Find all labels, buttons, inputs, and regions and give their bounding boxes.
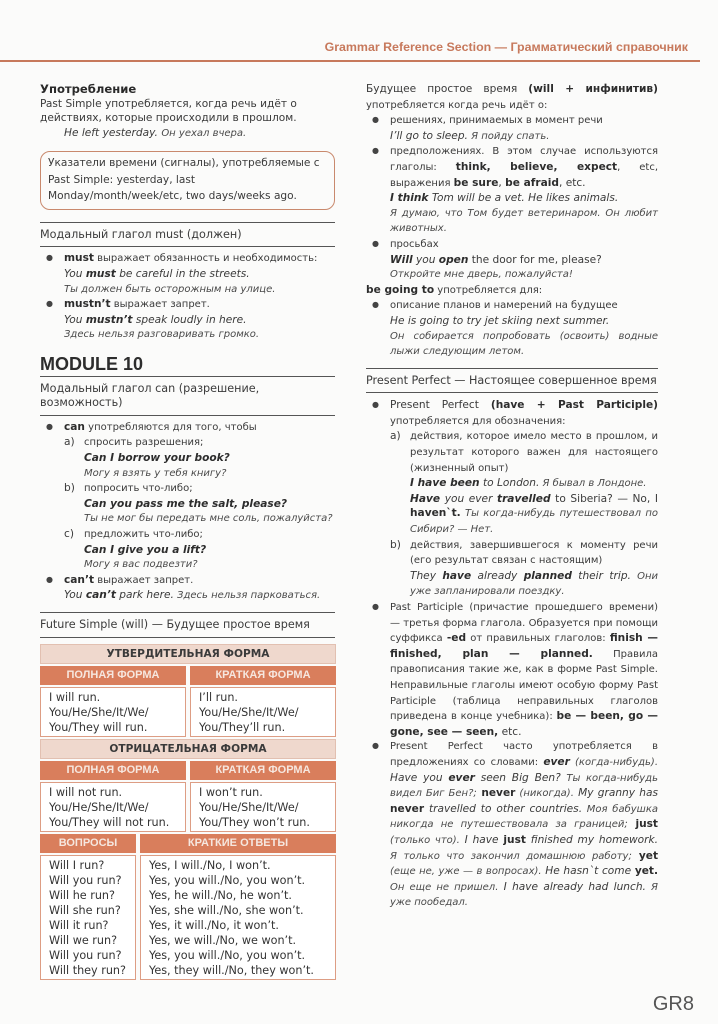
- subitem-text: действия, которое имело место в прошлом, и результат которого важен для настоящего (жизненный опыт): [410, 431, 658, 474]
- answer-line: Yes, he will./No, he won’t.: [149, 888, 292, 902]
- text: от правильных глаголов:: [466, 633, 610, 645]
- example: the door for me, please?: [468, 253, 602, 266]
- example: They: [410, 569, 443, 582]
- example: speak loudly in here.: [132, 313, 247, 326]
- table-line: I’ll run.: [199, 690, 238, 704]
- text: просьбах: [390, 238, 439, 250]
- table-line: I will not run.: [49, 785, 123, 799]
- example-keyword: mustn’t: [85, 313, 133, 326]
- be-going-to-item: [366, 298, 658, 359]
- example: to London.: [479, 477, 540, 490]
- translation: Я бывал в Лондоне.: [539, 478, 647, 490]
- future-simple-title: Future Simple (will) — Будущее простое время: [40, 612, 335, 638]
- answer-line: Yes, you will./No, you won’t.: [149, 948, 306, 962]
- keyword: can: [64, 420, 85, 433]
- example: park here.: [115, 589, 174, 602]
- answer-line: Yes, we will./No, we won’t.: [149, 933, 297, 947]
- questions-header: ВОПРОСЫ: [40, 834, 136, 853]
- example: I’ll go to sleep.: [390, 129, 468, 142]
- text: etc.: [498, 725, 522, 738]
- keyword: -ed: [446, 632, 467, 645]
- example-keyword: can’t: [85, 589, 116, 602]
- usage-example-en: He left yesterday.: [64, 126, 158, 139]
- keyword: finish — finished, plan — planned.: [390, 632, 658, 660]
- translation: Здесь нельзя разговаривать громко.: [64, 329, 260, 341]
- keyword: be — been, go — gone, see — seen,: [390, 710, 658, 738]
- example: already: [471, 569, 524, 582]
- keyword: never: [476, 787, 516, 800]
- usage-example-ru: Он уехал вчера.: [161, 127, 247, 139]
- translation: Ты когда-нибудь путешествовал по Сибири? — Нет.: [410, 508, 658, 536]
- subitem-text: спросить разрешения;: [84, 437, 204, 449]
- description: выражает обязанность и необходимость:: [93, 253, 318, 265]
- present-perfect-item: [366, 398, 658, 600]
- example: travelled to other countries.: [424, 802, 583, 815]
- text: Past Participle (причастие прошедшего времени) — третья форма глагола. Образуется при помощи суффикса: [390, 602, 658, 645]
- translation: Я думаю, что Том будет ветеринаром. Он любит животных.: [390, 207, 658, 235]
- must-title: Модальный глагол must (должен): [40, 222, 335, 248]
- question-line: Will you run?: [49, 873, 122, 887]
- description: выражает запрет.: [94, 574, 194, 586]
- present-perfect-list: [366, 398, 658, 911]
- example-keyword: haven`t.: [410, 507, 461, 520]
- full-form-header: ПОЛНАЯ ФОРМА: [40, 666, 186, 685]
- right-column: [366, 82, 658, 911]
- example: I have already had lunch.: [498, 880, 646, 893]
- table-line: I will run.: [49, 690, 101, 704]
- short-form-header: КРАТКАЯ ФОРМА: [190, 666, 336, 685]
- translation: (еще не, уже — в вопросах).: [390, 866, 542, 878]
- text: решениях, принимаемых в момент речи: [390, 115, 603, 127]
- signals-words: yesterday, last Monday/month/week/etc, two days/weeks ago.: [48, 173, 297, 203]
- be-going-to-list: [366, 298, 658, 359]
- answer-line: Yes, she will./No, she won’t.: [149, 903, 304, 917]
- keyword: mustn’t: [64, 298, 111, 311]
- table-line: You/He/She/It/We/: [199, 800, 299, 814]
- subitem-text: действия, завершившегося к моменту речи (его результат связан с настоящим): [410, 539, 658, 567]
- example: seen Big Ben?: [474, 771, 561, 784]
- translation: Ты когда-нибудь видел Биг Бен?;: [390, 772, 658, 800]
- example-keyword: just: [503, 833, 526, 846]
- text: , etc, выражения: [390, 161, 659, 189]
- keyword: (will + инфинитив): [528, 83, 658, 95]
- can-subitem: [64, 435, 335, 481]
- negative-full-cell: [40, 782, 186, 832]
- translation: Я только что закончил домашнюю работу;: [390, 850, 632, 862]
- example-keyword: never: [390, 802, 425, 815]
- example: to Siberia? — No, I: [550, 492, 658, 505]
- can-list: [40, 420, 335, 604]
- keyword: ever: [543, 755, 570, 768]
- can-item: [40, 420, 335, 573]
- module-title: MODULE 10: [40, 354, 144, 375]
- example: I have: [459, 833, 504, 846]
- example-keyword: planned: [523, 569, 572, 582]
- short-answers-header: КРАТКИЕ ОТВЕТЫ: [140, 834, 336, 853]
- subitem-text: попросить что-либо;: [84, 483, 193, 495]
- keyword: be afraid: [505, 176, 559, 189]
- example: Can I give you a lift?: [84, 543, 207, 556]
- description: употребляются для того, чтобы: [84, 421, 257, 433]
- example-keyword: Will: [390, 253, 413, 266]
- question-line: Will you run?: [49, 948, 122, 962]
- present-perfect-words-item: [366, 739, 658, 911]
- question-line: Will I run?: [49, 858, 105, 872]
- table-line: You/He/She/It/We/: [199, 705, 299, 719]
- subitem-mark: a): [390, 430, 401, 443]
- translation: (только что).: [390, 834, 460, 846]
- subitem-mark: b): [64, 482, 75, 495]
- example-keyword: open: [438, 253, 469, 266]
- answer-line: Yes, you will./No, you won’t.: [149, 873, 306, 887]
- future-usage-item: [366, 144, 658, 237]
- usage-section: [40, 82, 335, 141]
- answer-line: Yes, they will./No, they won’t.: [149, 963, 314, 977]
- usage-text: Past Simple употребляется, когда речь идёт о действиях, которые происходили в прошлом.: [40, 97, 297, 125]
- example: He hasn`t come: [541, 865, 635, 878]
- question-line: Will it run?: [49, 918, 109, 932]
- example-keyword: Have: [410, 492, 441, 505]
- example: be careful in the streets.: [115, 268, 250, 281]
- affirmative-full-cell: [40, 687, 186, 737]
- example: He is going to try jet skiing next summer.: [390, 314, 610, 327]
- table-line: You/He/She/It/We/: [49, 800, 149, 814]
- example-keyword: I have been: [410, 477, 480, 490]
- must-list: [40, 251, 335, 343]
- future-usage-intro: [366, 82, 658, 113]
- usage-example: [40, 126, 335, 142]
- section-title: Grammar Reference Section — Грамматический справочник: [324, 40, 688, 54]
- translation: Ты должен быть осторожным на улице.: [64, 283, 276, 295]
- affirmative-heading: УТВЕРДИТЕЛЬНАЯ ФОРМА: [40, 644, 336, 665]
- text: употребляется для:: [434, 284, 543, 296]
- text: употребляется для обозначения:: [390, 415, 566, 427]
- be-going-to-intro: [366, 283, 658, 299]
- keyword: can’t: [64, 573, 95, 586]
- table-line: You/He/She/It/We/: [49, 705, 149, 719]
- example: Have you: [390, 771, 449, 784]
- translation: Я пойду спать.: [467, 130, 550, 142]
- can-title: Модальный глагол can (разрешение, возможность): [40, 376, 335, 416]
- subitem-mark: b): [390, 538, 401, 551]
- keyword: think, believe, expect: [455, 160, 618, 173]
- example: finished my homework.: [525, 833, 658, 846]
- negative-short-cell: [190, 782, 336, 832]
- translation: Здесь нельзя парковаться.: [173, 590, 321, 602]
- questions-cell: [40, 855, 136, 980]
- must-item: [40, 297, 335, 343]
- text: Правила правописания такие же, как в форме Past Simple. Неправильные глаголы имеют особую форму Past Participle (таблица неправильных глаголов приведена в конце учебника):: [390, 648, 658, 723]
- translation: (никогда).: [515, 788, 574, 800]
- past-participle-item: [366, 600, 658, 739]
- short-form-header: КРАТКАЯ ФОРМА: [190, 761, 336, 780]
- table-line: You/They won’t run.: [199, 815, 310, 829]
- translation: Я уже пообедал.: [390, 881, 658, 909]
- question-line: Will they run?: [49, 963, 126, 977]
- table-line: You/They will run.: [49, 720, 148, 734]
- present-perfect-title: Present Perfect — Настоящее совершенное время: [366, 368, 658, 394]
- present-perfect-subitem: [390, 538, 658, 600]
- future-usage-list: [366, 113, 658, 283]
- example: Can you pass me the salt, please?: [84, 497, 288, 510]
- keyword: just: [627, 818, 658, 831]
- translation: Могу я вас подвезти?: [84, 559, 198, 571]
- text: Будущее простое время: [366, 83, 529, 95]
- text: Present Perfect: [390, 399, 491, 412]
- future-usage-item: [366, 113, 658, 144]
- answer-line: Yes, I will./No, I won’t.: [149, 858, 271, 872]
- can-subitem: [64, 527, 335, 573]
- time-signals-box: [40, 151, 335, 210]
- keyword: (have + Past Participle): [490, 399, 659, 412]
- translation: Ты не мог бы передать мне соль, пожалуйста?: [84, 513, 333, 525]
- full-form-header: ПОЛНАЯ ФОРМА: [40, 761, 186, 780]
- answers-cell: [140, 855, 336, 980]
- example: Tom will be a vet. He likes animals.: [428, 192, 619, 205]
- subitem-mark: c): [64, 527, 74, 540]
- question-line: Will she run?: [49, 903, 121, 917]
- question-line: Will we run?: [49, 933, 118, 947]
- text: ,: [498, 176, 506, 189]
- subitem-mark: a): [64, 436, 75, 449]
- example-keyword: must: [85, 268, 116, 281]
- translation: Моя бабушка никогда не путешествовала за границей;: [390, 803, 658, 831]
- keyword: be sure: [453, 176, 499, 189]
- usage-heading: Употребление: [40, 82, 137, 96]
- keyword: must: [64, 252, 94, 265]
- answer-line: Yes, it will./No, it won’t.: [149, 918, 279, 932]
- example: You: [64, 268, 86, 281]
- keyword: be going to: [366, 283, 435, 296]
- translation: Могу я взять у тебя книгу?: [84, 467, 227, 479]
- example-keyword: yet.: [634, 865, 658, 878]
- translation: Они уже запланировали поездку.: [410, 570, 659, 598]
- translation: Откройте мне дверь, пожалуйста!: [390, 269, 573, 281]
- can-subitems: [64, 435, 335, 572]
- future-usage-item: [366, 237, 658, 283]
- table-line: You/They will not run.: [49, 815, 170, 829]
- example-keyword: I think: [390, 192, 429, 205]
- example: You: [64, 313, 86, 326]
- negative-heading: ОТРИЦАТЕЛЬНАЯ ФОРМА: [40, 739, 336, 760]
- example-keyword: travelled: [497, 492, 551, 505]
- text: употребляется когда речь идёт о:: [366, 99, 548, 111]
- can-subitem: [64, 481, 335, 527]
- text: описание планов и намерений на будущее: [390, 300, 618, 312]
- translation: Он собирается попробовать (освоить) водные лыжи следующим летом.: [390, 330, 658, 358]
- example: their trip.: [571, 569, 631, 582]
- cant-item: [40, 573, 335, 604]
- present-perfect-subitem: [390, 429, 658, 537]
- translation: Он еще не пришел.: [390, 881, 499, 893]
- signals-intro: Указатели времени (сигналы), употребляемые с Past Simple:: [48, 157, 320, 186]
- left-column: [40, 82, 335, 982]
- example-keyword: have: [442, 569, 472, 582]
- keyword: yet: [631, 849, 659, 862]
- table-line: You/They’ll run.: [199, 720, 286, 734]
- description: выражает запрет.: [110, 299, 210, 311]
- must-item: [40, 251, 335, 297]
- future-simple-table: [40, 644, 336, 980]
- example-keyword: ever: [448, 771, 475, 784]
- translation: (когда-нибудь).: [569, 756, 659, 768]
- example: you: [412, 253, 439, 266]
- page-number: GR8: [652, 993, 694, 1016]
- example: you ever: [440, 492, 498, 505]
- text: Present Perfect часто употребляется в предложениях со словами:: [390, 741, 658, 768]
- present-perfect-subitems: [390, 429, 658, 600]
- example: My granny has: [573, 787, 658, 800]
- example: Can I borrow your book?: [84, 452, 230, 464]
- table-line: I won’t run.: [199, 785, 263, 799]
- subitem-text: предложить что-либо;: [84, 528, 203, 540]
- affirmative-short-cell: [190, 687, 336, 737]
- text: предположениях. В этом случае используются глаголы:: [390, 146, 658, 173]
- question-line: Will he run?: [49, 888, 115, 902]
- example: You: [64, 589, 86, 602]
- text: , etc.: [558, 176, 586, 189]
- header-divider: [0, 60, 700, 62]
